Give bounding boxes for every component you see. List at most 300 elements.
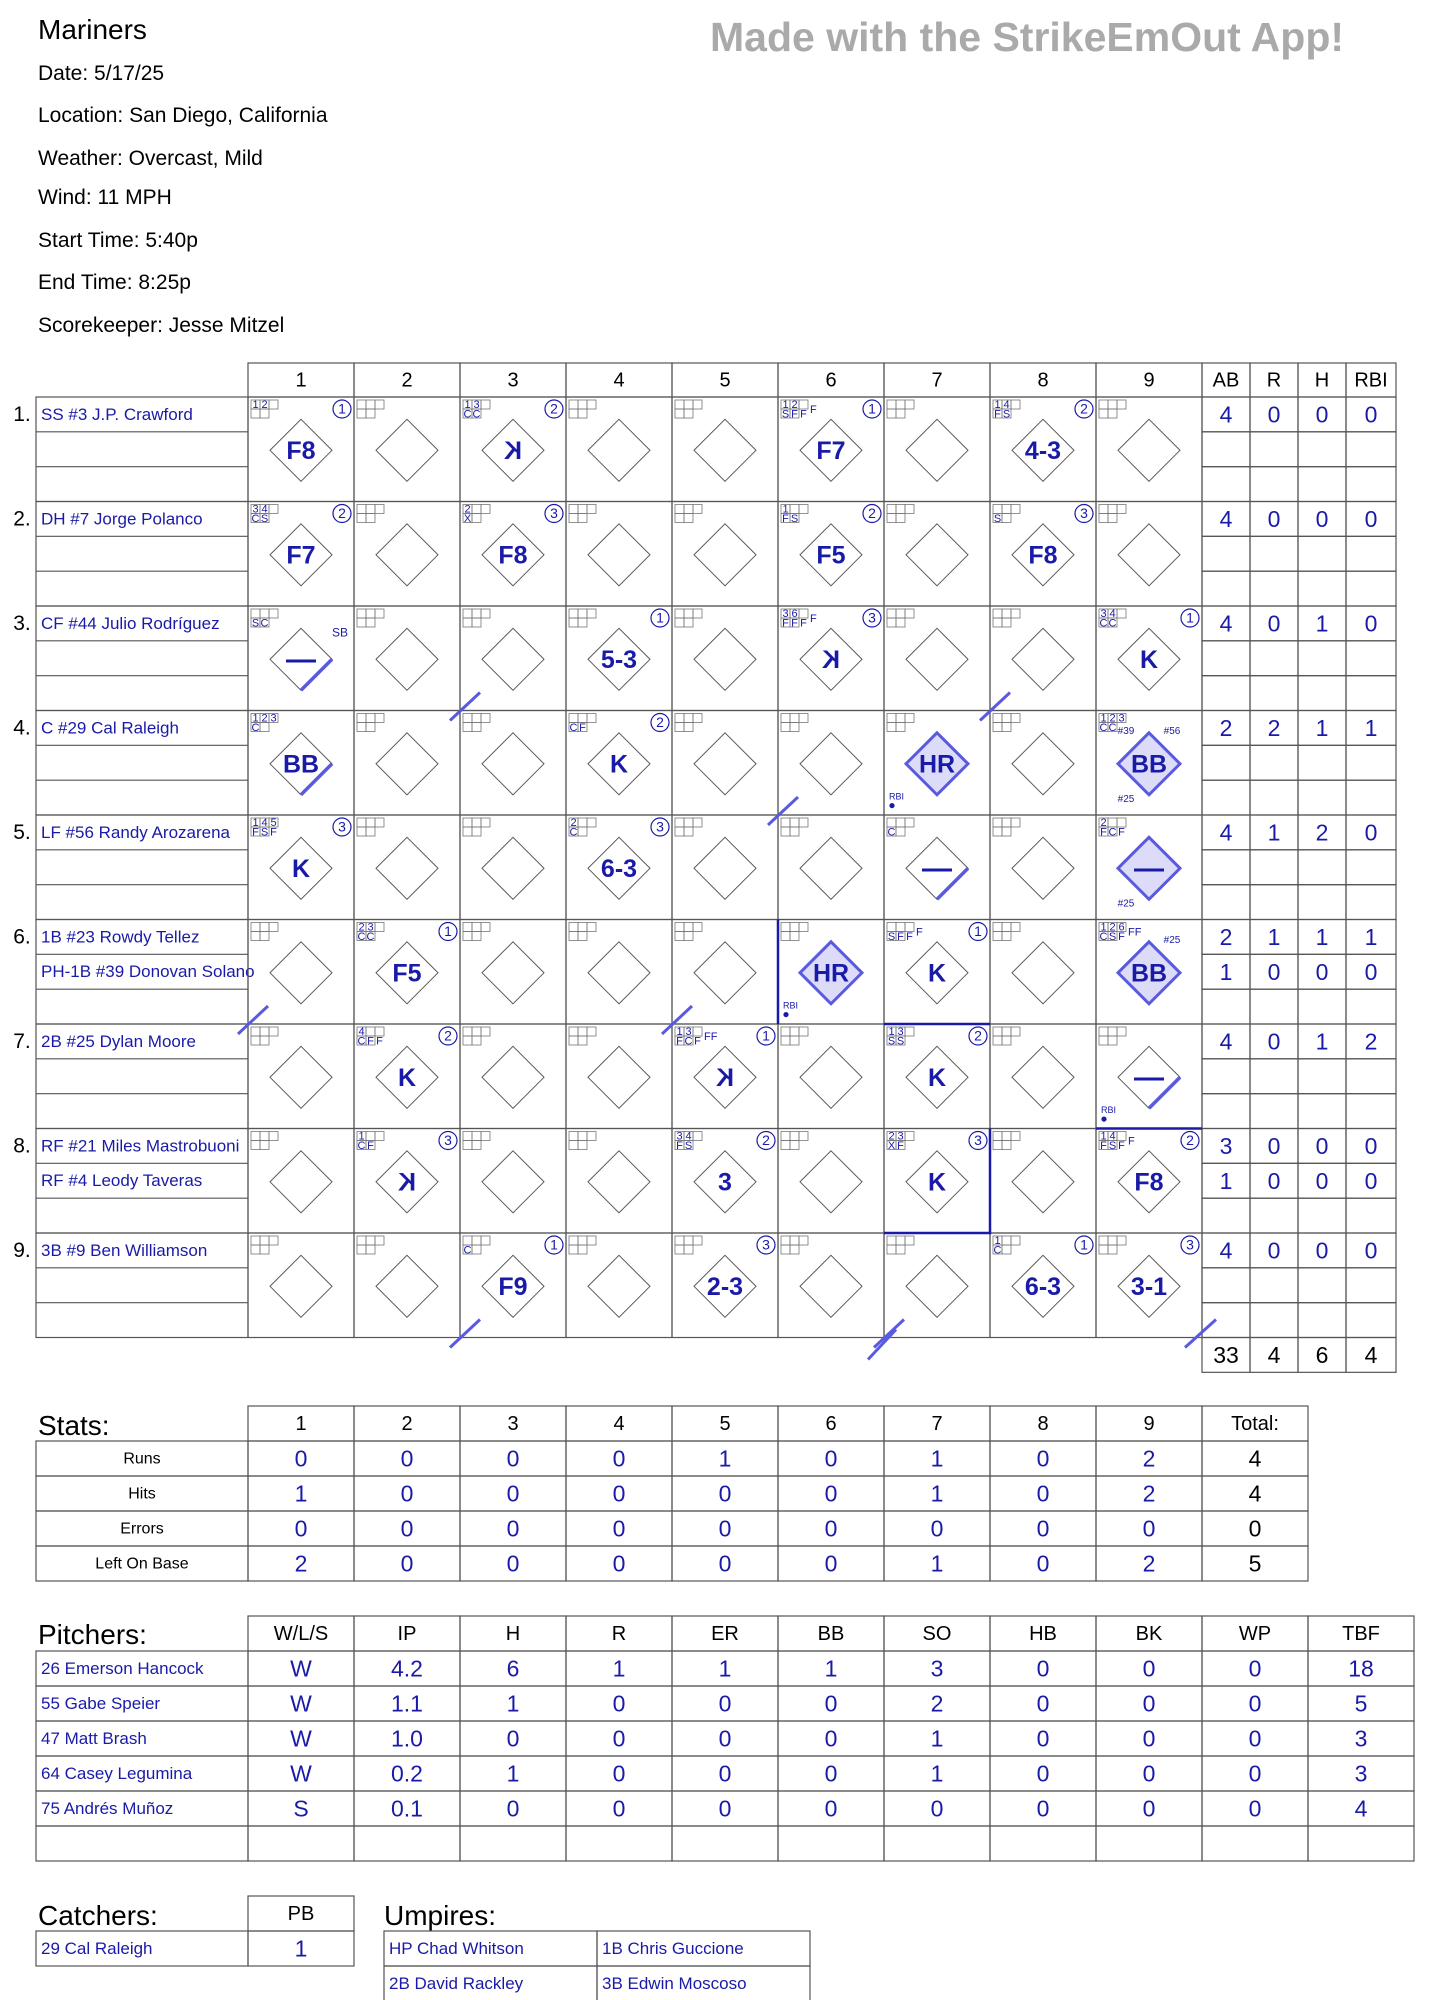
stat-cell	[1202, 1303, 1250, 1338]
player-name: CF #44 Julio Rodríguez	[41, 613, 220, 633]
ball-count: 1	[1100, 712, 1107, 725]
batting-order-number: 5.	[13, 820, 31, 844]
ball-count: 4	[1109, 607, 1116, 620]
ball-box	[578, 400, 587, 409]
play-result: —	[1134, 1061, 1164, 1095]
strike-box	[684, 723, 693, 732]
ball-box	[1099, 1236, 1108, 1245]
player-stat-rbi: 0	[1364, 819, 1378, 846]
stat-cell	[1202, 780, 1250, 815]
strike-box	[675, 618, 684, 627]
ball-box	[569, 609, 578, 618]
game-end-time: End Time: 8:25p	[38, 271, 191, 294]
ball-box	[905, 1236, 914, 1245]
stat-cell	[1298, 850, 1346, 885]
base-diamond	[694, 628, 756, 690]
ball-box	[1002, 714, 1011, 723]
ball-box	[569, 923, 578, 932]
team-name: Mariners	[38, 14, 147, 45]
ball-box	[887, 714, 896, 723]
player-stat-r: 0	[1267, 1132, 1281, 1159]
base-diamond	[906, 419, 968, 481]
umpire-name: 2B David Rackley	[389, 1973, 524, 1993]
out-number: 2	[550, 400, 558, 417]
stat-cell	[1346, 1094, 1396, 1129]
pitcher-stat-cell	[778, 1826, 884, 1861]
ball-count: 2	[261, 398, 268, 411]
base-diamond	[482, 628, 544, 690]
play-result: BB	[282, 750, 320, 779]
strike-box	[684, 618, 693, 627]
strike-box	[472, 618, 481, 627]
pitcher-stat-tbf: 18	[1348, 1655, 1374, 1682]
pitcher-stat-r: 1	[612, 1655, 626, 1682]
batting-order-number: 2.	[13, 507, 31, 531]
strike-count: S	[260, 826, 269, 839]
stat-cell	[1346, 780, 1396, 815]
strike-box	[781, 1036, 790, 1045]
play-result: K	[927, 959, 947, 988]
stats-value: 0	[824, 1480, 838, 1507]
strike-box	[896, 723, 905, 732]
pitcher-stat-bb: 1	[824, 1655, 838, 1682]
ball-box	[905, 400, 914, 409]
ball-box	[799, 818, 808, 827]
base-diamond	[1012, 942, 1074, 1004]
strike-count: F	[676, 1139, 683, 1152]
base-diamond	[376, 733, 438, 795]
base-diamond	[1118, 419, 1180, 481]
pitcher-stat-tbf: 3	[1354, 1725, 1368, 1752]
strike-box	[790, 1245, 799, 1254]
stat-cell	[1298, 1268, 1346, 1303]
player-name: LF #56 Randy Arozarena	[41, 822, 231, 842]
ball-count: 1	[252, 712, 259, 725]
strike-box	[251, 1141, 260, 1150]
at-bat-cell	[248, 1129, 354, 1234]
pitcher-stat-wls: S	[293, 1795, 309, 1822]
stats-value: 0	[294, 1445, 308, 1472]
stats-value: 0	[1142, 1515, 1156, 1542]
ball-count: 3	[685, 1025, 692, 1038]
pitcher-stat-ip: 0.2	[391, 1760, 423, 1787]
pitcher-stat-tbf: 4	[1354, 1795, 1368, 1822]
strike-count: X	[463, 512, 472, 525]
base-diamond	[1012, 837, 1074, 899]
pitcher-stat-bb: 0	[824, 1760, 838, 1787]
stats-value: 0	[930, 1515, 944, 1542]
pitcher-name: 47 Matt Brash	[41, 1728, 147, 1748]
ball-count: 6	[791, 607, 798, 620]
stats-row-label: Errors	[120, 1520, 164, 1538]
stat-cell	[1298, 536, 1346, 571]
out-number: 2	[444, 1027, 452, 1044]
strike-box	[887, 723, 896, 732]
ball-box	[684, 714, 693, 723]
strike-box	[1108, 409, 1117, 418]
base-diamond	[376, 628, 438, 690]
strike-box	[578, 1036, 587, 1045]
inning-header-1: 1	[295, 369, 307, 392]
ball-box	[587, 609, 596, 618]
strike-box	[357, 723, 366, 732]
stats-inning-6: 6	[825, 1412, 837, 1435]
play-result: BB	[1130, 959, 1168, 988]
ball-box	[366, 714, 375, 723]
game-wind: Wind: 11 MPH	[38, 186, 172, 209]
strike-box	[675, 723, 684, 732]
strike-box	[1002, 514, 1011, 523]
pitcher-stat-wp: 0	[1248, 1690, 1262, 1717]
ball-box	[1011, 818, 1020, 827]
ball-count: 2	[464, 503, 471, 516]
stats-value: 1	[930, 1480, 944, 1507]
ball-box	[269, 1236, 278, 1245]
pitcher-stat-so: 3	[930, 1655, 944, 1682]
stat-cell	[1250, 1059, 1298, 1094]
base-diamond	[906, 524, 968, 586]
strike-count: F	[1118, 930, 1125, 943]
base-diamond	[376, 837, 438, 899]
play-result: —	[1134, 852, 1164, 886]
strike-box	[251, 1036, 260, 1045]
player-name: 2B #25 Dylan Moore	[41, 1031, 196, 1051]
strike-count: F	[800, 617, 807, 630]
ball-box	[905, 609, 914, 618]
stats-value: 0	[294, 1515, 308, 1542]
stat-cell	[1346, 432, 1396, 467]
player-stat-h: 1	[1315, 923, 1329, 950]
play-result: 3-1	[1130, 1272, 1168, 1301]
ball-count: 1	[994, 398, 1001, 411]
total-h: 6	[1315, 1341, 1329, 1368]
out-number: 1	[1080, 1236, 1088, 1253]
ball-box	[269, 1027, 278, 1036]
ball-box	[463, 818, 472, 827]
strike-box	[357, 1245, 366, 1254]
inning-end-slash	[450, 693, 480, 721]
pitcher-stat-bk: 0	[1142, 1690, 1156, 1717]
strike-count: X	[887, 1139, 896, 1152]
at-bat-cell	[460, 1024, 566, 1129]
batting-order-number: 6.	[13, 925, 31, 949]
stat-cell	[1250, 1268, 1298, 1303]
pitchers-header-so: SO	[922, 1622, 952, 1645]
ball-box	[578, 1236, 587, 1245]
ball-count: 2	[1100, 816, 1107, 829]
strike-box	[569, 618, 578, 627]
ball-box	[375, 923, 384, 932]
player-name: C #29 Cal Raleigh	[41, 718, 179, 738]
ball-box	[799, 1027, 808, 1036]
ball-box	[375, 609, 384, 618]
at-bat-cell	[990, 1024, 1096, 1129]
ball-box	[693, 818, 702, 827]
ball-count: 1	[358, 1130, 365, 1143]
strike-box	[472, 514, 481, 523]
pitcher-stat-so: 1	[930, 1725, 944, 1752]
foul-marks: FF	[704, 1030, 718, 1043]
ball-box	[1011, 400, 1020, 409]
ball-box	[269, 609, 278, 618]
ball-count: 3	[897, 1130, 904, 1143]
stat-cell	[1250, 1303, 1298, 1338]
umpires-title: Umpires:	[384, 1899, 497, 1931]
ball-count: 2	[1109, 921, 1116, 934]
inning-end-slash	[450, 1320, 480, 1348]
player-stat-h: 1	[1315, 1028, 1329, 1055]
strike-box	[260, 1245, 269, 1254]
ball-count: 2	[261, 712, 268, 725]
at-bat-cell	[460, 711, 566, 816]
stat-cell	[1298, 1303, 1346, 1338]
ball-count: 2	[1109, 712, 1116, 725]
base-diamond	[1118, 524, 1180, 586]
ball-box	[896, 714, 905, 723]
base-diamond	[800, 1255, 862, 1317]
strike-box	[993, 932, 1002, 941]
play-result: F8	[1134, 1168, 1164, 1197]
strike-box	[675, 514, 684, 523]
strike-box	[1002, 827, 1011, 836]
out-number: 3	[1186, 1236, 1194, 1253]
strike-box	[260, 932, 269, 941]
pitcher-stat-cell	[460, 1826, 566, 1861]
at-bat-cell	[460, 920, 566, 1025]
ball-box	[675, 714, 684, 723]
play-result: K	[927, 1168, 947, 1197]
ball-box	[887, 609, 896, 618]
stats-row-total: 5	[1248, 1550, 1262, 1577]
stats-value: 0	[824, 1515, 838, 1542]
ball-box	[896, 818, 905, 827]
inning-header-8: 8	[1037, 369, 1049, 392]
ball-count: 4	[261, 816, 268, 829]
catchers-title: Catchers:	[38, 1899, 158, 1931]
ball-count: 4	[1109, 1130, 1116, 1143]
player-stat-ab: 3	[1219, 1132, 1233, 1159]
strike-box	[1108, 1036, 1117, 1045]
pitchers-header-r: R	[611, 1622, 627, 1645]
ball-box	[1002, 1236, 1011, 1245]
strike-count: C	[684, 1035, 693, 1048]
foul-marks: F	[810, 612, 817, 625]
ball-box	[357, 400, 366, 409]
player-name: RF #21 Miles Mastrobuoni	[41, 1136, 240, 1156]
strike-count: S	[896, 1035, 905, 1048]
ball-count: 1	[676, 1025, 683, 1038]
stat-cell	[1346, 1198, 1396, 1233]
pitcher-stat-tbf: 5	[1354, 1690, 1368, 1717]
ball-box	[693, 923, 702, 932]
player-stat-rbi: 0	[1364, 1167, 1378, 1194]
pitcher-stat-ip: 1.0	[391, 1725, 423, 1752]
stats-value: 1	[294, 1480, 308, 1507]
stat-cell	[1202, 1059, 1250, 1094]
ball-box	[684, 1236, 693, 1245]
ball-box	[578, 1132, 587, 1141]
ball-box	[269, 505, 278, 514]
strike-box	[887, 409, 896, 418]
ball-box	[1117, 505, 1126, 514]
base-diamond	[1012, 733, 1074, 795]
base-diamond	[694, 524, 756, 586]
pitchers-title: Pitchers:	[38, 1618, 147, 1650]
ball-box	[251, 1236, 260, 1245]
play-result: K	[821, 645, 841, 674]
stats-inning-7: 7	[931, 1412, 943, 1435]
strike-count: C	[1099, 930, 1108, 943]
pitcher-stat-er: 1	[718, 1655, 732, 1682]
at-bat-cell	[672, 502, 778, 607]
base-diamond	[482, 733, 544, 795]
out-number: 3	[1080, 505, 1088, 522]
strike-box	[684, 932, 693, 941]
stat-cell	[1250, 1094, 1298, 1129]
strike-box	[684, 1245, 693, 1254]
pitcher-stat-ip: 0.1	[391, 1795, 423, 1822]
ball-box	[1011, 1236, 1020, 1245]
ball-box	[896, 505, 905, 514]
player-stat-rbi: 2	[1364, 1028, 1378, 1055]
strike-count: F	[367, 1035, 374, 1048]
stat-cell	[1250, 571, 1298, 606]
stat-header-ab: AB	[1212, 369, 1240, 392]
strike-box	[472, 1141, 481, 1150]
strike-box	[781, 723, 790, 732]
ball-box	[587, 923, 596, 932]
inning-header-4: 4	[613, 369, 625, 392]
strike-box	[1002, 1245, 1011, 1254]
at-bat-cell	[460, 815, 566, 920]
pitcher-stat-hb: 0	[1036, 1725, 1050, 1752]
out-number: 3	[762, 1236, 770, 1253]
strike-box	[896, 514, 905, 523]
at-bat-cell	[884, 606, 990, 711]
strike-count: F	[897, 1139, 904, 1152]
play-result: K	[609, 750, 629, 779]
strike-count: S	[1108, 1139, 1117, 1152]
strike-count: C	[569, 721, 578, 734]
stats-value: 1	[930, 1550, 944, 1577]
stat-cell	[1346, 641, 1396, 676]
pitcher-stat-bk: 0	[1142, 1655, 1156, 1682]
pitcher-stat-cell	[672, 1826, 778, 1861]
strike-count: C	[1099, 617, 1108, 630]
player-name: PH-1B #39 Donovan Solano	[41, 962, 255, 982]
strike-count: S	[1002, 408, 1011, 421]
catchers-header-pb: PB	[287, 1902, 315, 1925]
ball-box	[1117, 400, 1126, 409]
stat-cell	[1346, 850, 1396, 885]
strike-box	[578, 618, 587, 627]
ball-box	[269, 400, 278, 409]
rbi-dot	[783, 1012, 788, 1017]
strike-box	[578, 409, 587, 418]
ball-box	[1011, 714, 1020, 723]
at-bat-cell	[990, 1129, 1096, 1234]
foul-marks: F	[916, 926, 923, 939]
ball-box	[675, 400, 684, 409]
stat-cell	[1298, 641, 1346, 676]
at-bat-cell	[354, 502, 460, 607]
stat-cell	[1202, 571, 1250, 606]
ball-box	[693, 609, 702, 618]
ball-box	[463, 923, 472, 932]
stats-row-label: Runs	[123, 1450, 161, 1468]
strike-count: C	[251, 721, 260, 734]
strike-box	[1099, 1245, 1108, 1254]
ball-box	[463, 609, 472, 618]
ball-box	[357, 609, 366, 618]
strike-box	[463, 1141, 472, 1150]
play-result: 6-3	[600, 854, 638, 883]
strike-count: F	[376, 1035, 383, 1048]
player-stat-h: 1	[1315, 610, 1329, 637]
at-bat-cell	[672, 397, 778, 502]
ball-count: 4	[358, 1025, 365, 1038]
strike-count: F	[791, 617, 798, 630]
out-number: 2	[656, 714, 664, 731]
pitcher-stat-cell	[1202, 1826, 1308, 1861]
ball-box	[587, 505, 596, 514]
rbi-dot	[1101, 1116, 1106, 1121]
pitcher-name: 26 Emerson Hancock	[41, 1658, 204, 1678]
stat-cell	[1346, 1268, 1396, 1303]
stats-title: Stats:	[38, 1409, 110, 1441]
pitcher-stat-bk: 0	[1142, 1725, 1156, 1752]
stats-row-total: 4	[1248, 1480, 1262, 1507]
ball-box	[1108, 1236, 1117, 1245]
ball-box	[896, 400, 905, 409]
pitcher-stat-er: 0	[718, 1795, 732, 1822]
ball-box	[790, 818, 799, 827]
stats-inning-9: 9	[1143, 1412, 1155, 1435]
strike-box	[790, 1141, 799, 1150]
strike-count: S	[790, 512, 799, 525]
strike-box	[781, 1141, 790, 1150]
pitcher-stat-wp: 0	[1248, 1795, 1262, 1822]
pitcher-stat-bb: 0	[824, 1690, 838, 1717]
strike-count: C	[366, 930, 375, 943]
strike-box	[472, 723, 481, 732]
pitcher-stat-hb: 0	[1036, 1760, 1050, 1787]
runner-tag: #56	[1163, 726, 1181, 738]
strike-count: F	[270, 826, 277, 839]
ball-count: 1	[994, 1234, 1001, 1247]
ball-box	[481, 1236, 490, 1245]
ball-count: 3	[252, 503, 259, 516]
strike-box	[578, 932, 587, 941]
at-bat-cell	[566, 502, 672, 607]
stat-cell	[1202, 536, 1250, 571]
stats-row-label: Left On Base	[95, 1555, 189, 1573]
strike-box	[1002, 618, 1011, 627]
ball-box	[481, 505, 490, 514]
ball-box	[993, 1132, 1002, 1141]
ball-box	[799, 714, 808, 723]
strike-box	[578, 514, 587, 523]
ball-box	[472, 1236, 481, 1245]
strike-box	[366, 1245, 375, 1254]
ball-box	[684, 400, 693, 409]
stat-cell	[1250, 1198, 1298, 1233]
ball-box	[799, 1132, 808, 1141]
player-stat-r: 0	[1267, 1028, 1281, 1055]
ball-box	[375, 505, 384, 514]
pitcher-stat-r: 0	[612, 1795, 626, 1822]
inning-header-5: 5	[719, 369, 731, 392]
